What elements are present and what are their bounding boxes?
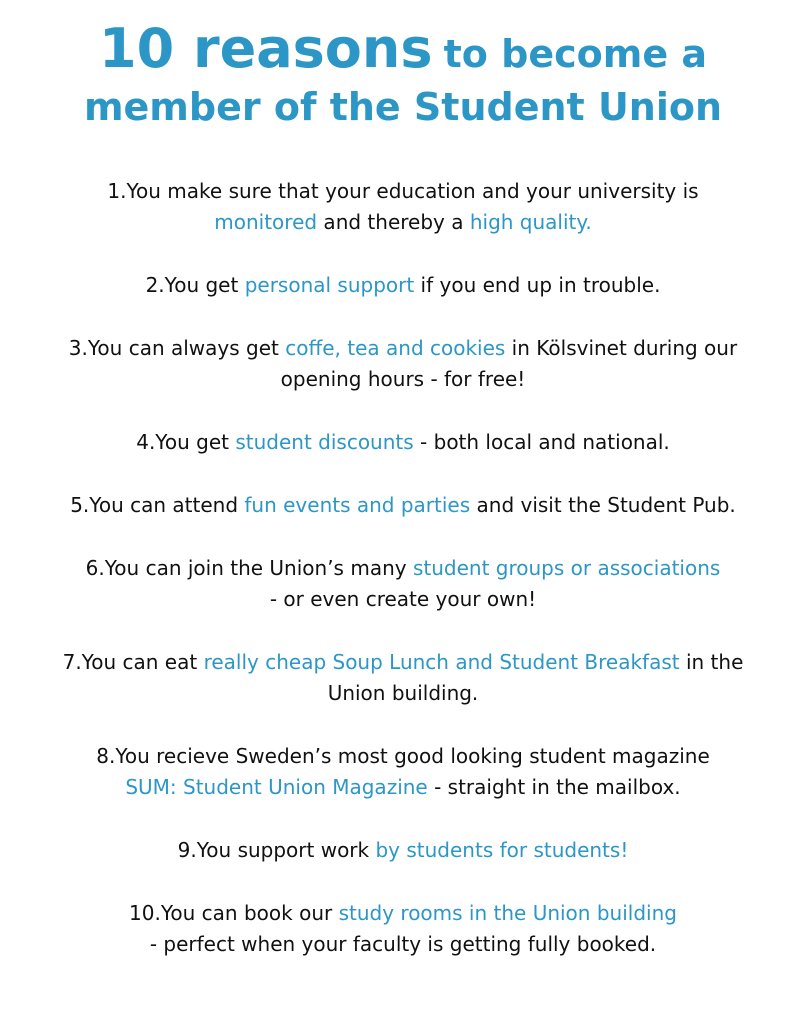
reason-5-line-1: 5.You can attend fun events and parties and visit the Student Pub. — [70, 493, 736, 517]
reason-1-line-2: monitored and thereby a high quality. — [214, 210, 592, 234]
reason-4-line-1: 4.You get student discounts - both local and national. — [136, 430, 670, 454]
poster-title — [0, 0, 806, 129]
reason-9-highlight: by students for students! — [375, 838, 629, 862]
reason-3 — [0, 333, 806, 395]
reason-2 — [0, 270, 806, 301]
reason-3-line-2: opening hours - for free! — [280, 367, 526, 391]
title-line-1-rest: to become a — [443, 32, 707, 76]
reason-3-highlight: coffe, tea and cookies — [285, 336, 506, 360]
reason-6-highlight: student groups or associations — [412, 556, 721, 580]
reason-7 — [0, 647, 806, 709]
reason-2-line-1: 2.You get personal support if you end up in trouble. — [145, 273, 661, 297]
reason-1-highlight-2: high quality. — [469, 210, 592, 234]
reason-9 — [0, 835, 806, 866]
title-number-words: 10 reasons — [99, 17, 433, 80]
reason-8-line-2: SUM: Student Union Magazine - straight in the mailbox. — [125, 775, 681, 799]
reason-1-line-1: 1.You make sure that your education and your university is — [107, 179, 699, 203]
reason-1-highlight-1: monitored — [214, 210, 318, 234]
reason-3-line-1: 3.You can always get coffe, tea and cookies in Kölsvinet during our — [68, 336, 738, 360]
reason-6-line-1: 6.You can join the Union’s many student groups or associations — [85, 556, 721, 580]
reason-7-line-1: 7.You can eat really cheap Soup Lunch and Student Breakfast in the — [62, 650, 744, 674]
reason-10-line-2: - perfect when your faculty is getting fully booked. — [149, 932, 657, 956]
reason-8-highlight: SUM: Student Union Magazine — [125, 775, 428, 799]
reason-8 — [0, 741, 806, 803]
reason-10 — [0, 898, 806, 960]
reason-10-highlight: study rooms in the Union building — [338, 901, 677, 925]
reasons-list — [0, 176, 806, 992]
reason-5-highlight: fun events and parties — [244, 493, 471, 517]
reason-10-line-1: 10.You can book our study rooms in the Union building — [129, 901, 677, 925]
reason-4-highlight: student discounts — [235, 430, 414, 454]
reason-5 — [0, 490, 806, 521]
title-line-1 — [0, 17, 806, 84]
reason-9-line-1: 9.You support work by students for students! — [177, 838, 629, 862]
reason-1 — [0, 176, 806, 238]
title-line-2: member of the Student Union — [83, 85, 723, 129]
reason-6-line-2: - or even create your own! — [269, 587, 537, 611]
reason-8-line-1: 8.You recieve Sweden’s most good looking student magazine — [96, 744, 710, 768]
reason-2-highlight: personal support — [244, 273, 415, 297]
reason-7-highlight: really cheap Soup Lunch and Student Breakfast — [203, 650, 680, 674]
reason-7-line-2: Union building. — [327, 681, 479, 705]
reason-4 — [0, 427, 806, 458]
reason-6 — [0, 553, 806, 615]
